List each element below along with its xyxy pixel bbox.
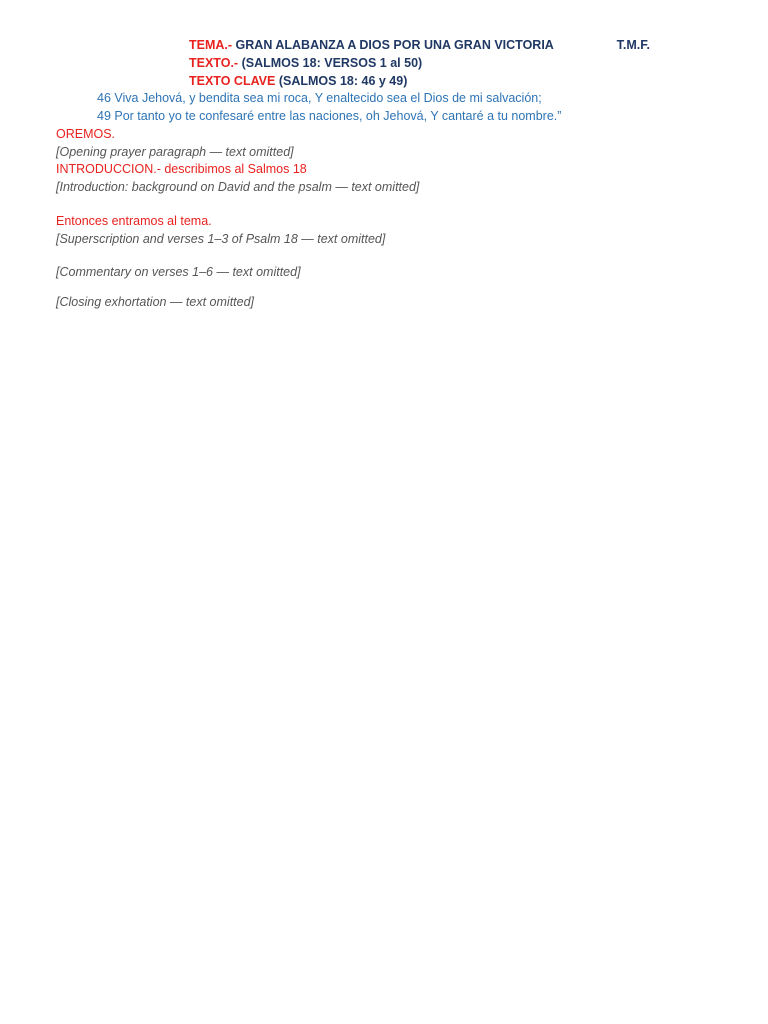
key-verse: 46 Viva Jehová, y bendita sea mi roca, Y enaltecido sea el Dios de mi salvación; bbox=[97, 91, 542, 106]
clave-label: TEXTO CLAVE bbox=[189, 74, 276, 89]
section-label: INTRODUCCION.- describimos al Salmos 18 bbox=[56, 162, 307, 177]
tema-label: TEMA.- bbox=[189, 38, 233, 52]
document-header bbox=[56, 36, 712, 90]
tema-title: GRAN ALABANZA A DIOS POR UNA GRAN VICTORIA bbox=[235, 38, 554, 52]
section bbox=[56, 264, 712, 282]
tema-line bbox=[56, 36, 712, 54]
paragraph-placeholder: [Commentary on verses 1–6 — text omitted] bbox=[56, 265, 301, 280]
key-verse: 49 Por tanto yo te confesaré entre las naciones, oh Jehová, Y cantaré a tu nombre.” bbox=[97, 109, 562, 124]
texto-label: TEXTO.- bbox=[189, 56, 239, 71]
paragraph-placeholder: [Introduction: background on David and the psalm — text omitted] bbox=[56, 180, 420, 195]
section-label: Entonces entramos al tema. bbox=[56, 213, 212, 228]
paragraph-placeholder: [Opening prayer paragraph — text omitted] bbox=[56, 144, 294, 159]
texto-reference: (SALMOS 18: VERSOS 1 al 50) bbox=[241, 56, 423, 71]
paragraph-placeholder: [Closing exhortation — text omitted] bbox=[56, 295, 255, 310]
texto-line bbox=[56, 54, 712, 72]
clave-line bbox=[56, 72, 712, 90]
clave-reference: (SALMOS 18: 46 y 49) bbox=[278, 74, 408, 89]
section bbox=[56, 126, 712, 162]
author-initials: T.M.F. bbox=[616, 38, 650, 52]
section-label: OREMOS. bbox=[56, 126, 116, 141]
section bbox=[56, 294, 712, 312]
paragraph-placeholder: [Superscription and verses 1–3 of Psalm 18 — text omitted] bbox=[56, 231, 386, 246]
section bbox=[56, 161, 712, 197]
section bbox=[56, 213, 712, 249]
